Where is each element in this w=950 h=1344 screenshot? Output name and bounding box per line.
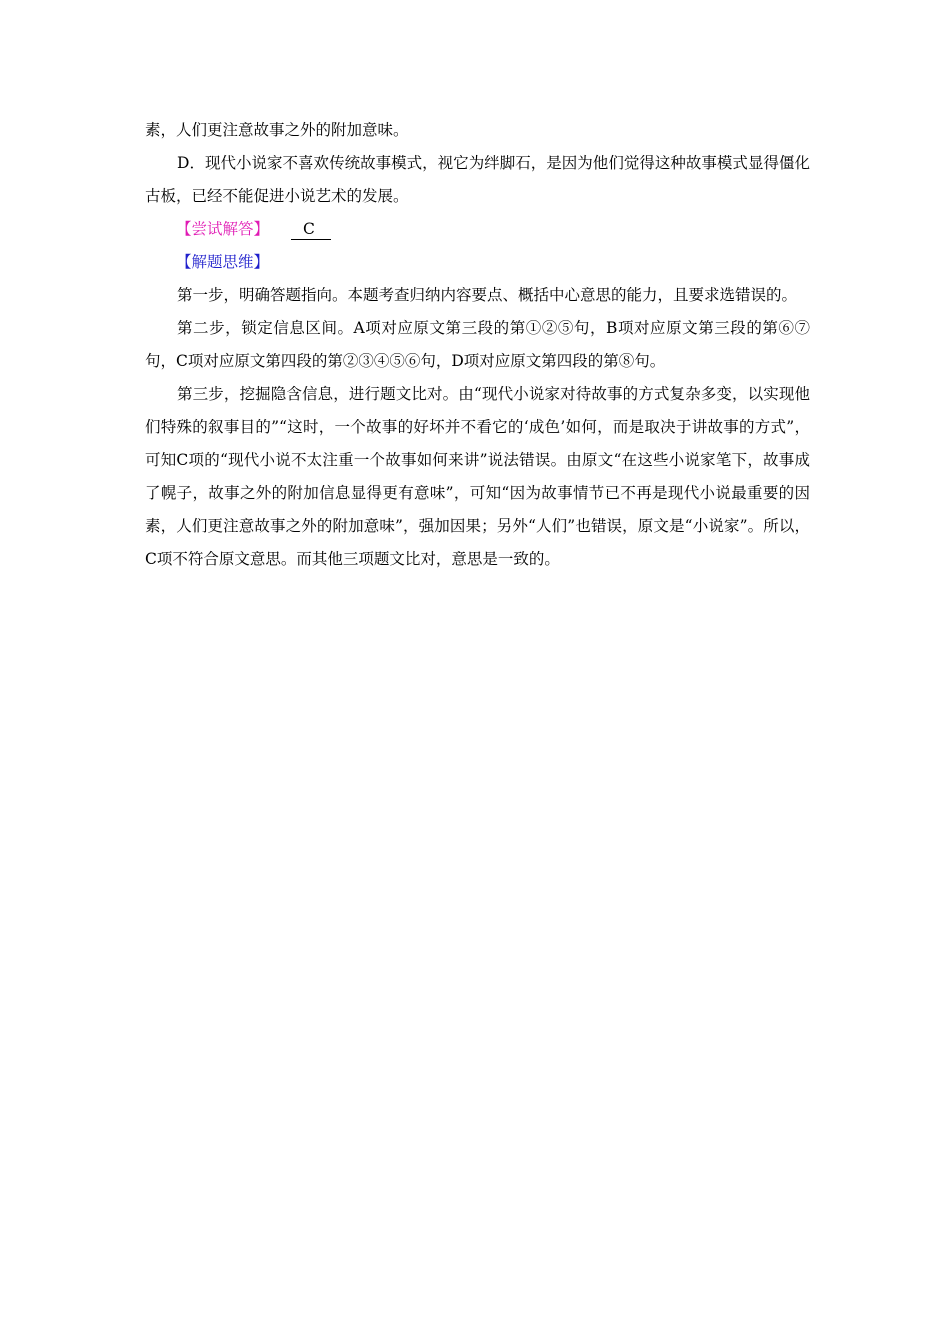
step-two: 第二步，锁定信息区间。A项对应原文第三段的第①②⑤句，B项对应原文第三段的第⑥⑦句，C项对应原文第四段的第②③④⑤⑥句，D项对应原文第四段的第⑧句。 [145,319,810,370]
try-answer-label: 【尝试解答】 [176,220,270,238]
document-body [145,114,810,576]
step-one: 第一步，明确答题指向。本题考查归纳内容要点、概括中心意思的能力，且要求选错误的。 [177,286,798,304]
option-c-continuation: 素，人们更注意故事之外的附加意味。 [145,121,409,139]
try-answer-line [145,213,810,246]
option-d: D．现代小说家不喜欢传统故事模式，视它为绊脚石，是因为他们觉得这种故事模式显得僵化古板，已经不能促进小说艺术的发展。 [145,154,810,205]
step-three: 第三步，挖掘隐含信息，进行题文比对。由“现代小说家对待故事的方式复杂多变，以实现他们特殊的叙事目的”“这时，一个故事的好坏并不看它的‘成色’如何，而是取决于讲故事的方式”，可知C项的“现代小说不太注重一个故事如何来讲”说法错误。由原文“在这些小说家笔下，故事成了幌子，故事之外的附加信息显得更有意味”，可知“因为故事情节已不再是现代小说最重要的因素，人们更注意故事之外的附加意味”，强加因果；另外“人们”也错误，原文是“小说家”。所以，C项不符合原文意思。而其他三项题文比对，意思是一致的。 [145,385,810,568]
try-answer-value: C [291,219,331,240]
thinking-line [145,246,810,279]
thinking-label: 【解题思维】 [176,253,270,271]
